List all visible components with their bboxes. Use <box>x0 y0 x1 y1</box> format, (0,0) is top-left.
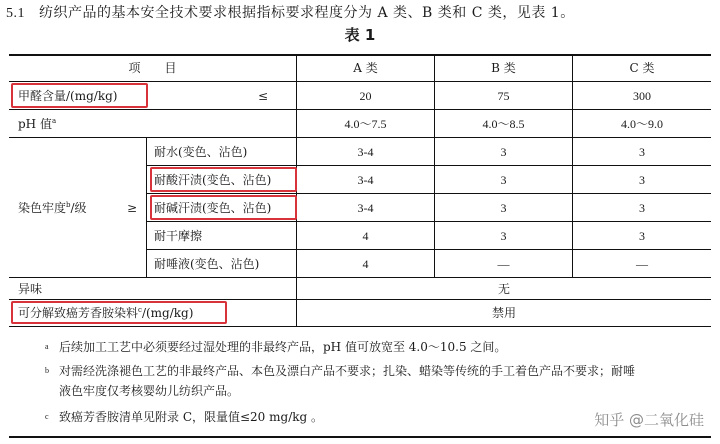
rule <box>146 137 147 277</box>
section-number: 5.1 <box>6 6 25 21</box>
footnote-text: 后续加工工艺中必须要经过湿处理的非最终产品，pH 值可放宽至 4.0～10.5 之间。 <box>59 340 507 354</box>
fastness-item-b: 3 <box>500 201 507 215</box>
rule <box>146 193 711 194</box>
fastness-item-b: — <box>497 257 510 271</box>
fastness-item-c: — <box>636 257 648 271</box>
safety-requirements-table <box>9 54 711 438</box>
formaldehyde-a: 20 <box>359 89 372 103</box>
alkali-sweat-highlight-box <box>150 195 297 220</box>
fastness-item-a: 3-4 <box>357 145 374 159</box>
fastness-item-name: 耐唾液(变色、沾色) <box>154 257 260 271</box>
fastness-item-b: 3 <box>500 173 507 187</box>
formaldehyde-label: 甲醛含量/(mg/kg) <box>18 89 118 103</box>
azo-dye-highlight-box <box>11 301 227 324</box>
fastness-item-c: 3 <box>639 229 645 243</box>
table-caption: 表 1 <box>344 26 376 44</box>
fastness-item-c: 3 <box>639 145 645 159</box>
rule <box>9 109 711 110</box>
fastness-item-b: 3 <box>500 229 507 243</box>
colorfastness-label: 染色牢度$^b$/级 <box>18 201 87 215</box>
footnote-text: 液色牢度仅考核婴幼儿纺织产品。 <box>59 384 240 398</box>
zhihu-watermark: 知乎 @二氧化硅 <box>594 411 704 429</box>
rule <box>9 137 711 138</box>
acid-sweat-highlight-box <box>150 167 297 192</box>
header-item: 项 目 <box>128 61 177 75</box>
footnote-text: 致癌芳香胺清单见附录 C，限量值≤20 mg/kg 。 <box>59 410 324 424</box>
header-class-b: B 类 <box>491 61 516 75</box>
formaldehyde-b: 75 <box>497 89 510 103</box>
fastness-item-a: 3-4 <box>357 173 374 187</box>
footnote-mark: a <box>45 342 49 351</box>
ph-a: 4.0～7.5 <box>344 117 387 131</box>
fastness-item-name: 耐水(变色、沾色) <box>154 145 248 159</box>
header-class-a: A 类 <box>353 61 378 75</box>
fastness-item-name: 耐酸汗渍(变色、沾色) <box>154 173 272 187</box>
ph-c: 4.0～9.0 <box>620 117 663 131</box>
rule <box>146 165 711 166</box>
fastness-item-a: 4 <box>362 257 369 271</box>
fastness-item-a: 4 <box>362 229 369 243</box>
ph-label: pH 值$^a$ <box>18 117 57 131</box>
rule <box>9 299 711 300</box>
intro-text: 纺织产品的基本安全技术要求根据指标要求程度分为 A 类、B 类和 C 类，见表 1。 <box>39 5 575 21</box>
rule <box>146 249 711 250</box>
rule <box>9 81 711 82</box>
rule <box>146 221 711 222</box>
footnote-mark: c <box>45 412 49 421</box>
formaldehyde-highlight-box <box>11 83 148 108</box>
formaldehyde-operator: ≤ <box>258 89 269 103</box>
intro-paragraph <box>6 2 575 22</box>
rule <box>9 277 711 278</box>
colorfastness-operator: ≥ <box>127 201 138 215</box>
fastness-item-c: 3 <box>639 173 645 187</box>
fastness-item-c: 3 <box>639 201 645 215</box>
odor-label: 异味 <box>18 282 43 296</box>
odor-value: 无 <box>497 282 510 296</box>
rule <box>9 326 711 327</box>
formaldehyde-c: 300 <box>633 89 651 103</box>
fastness-item-name: 耐碱汗渍(变色、沾色) <box>154 201 272 215</box>
fastness-item-b: 3 <box>500 145 507 159</box>
fastness-item-name: 耐干摩擦 <box>154 229 203 243</box>
azo-dye-value: 禁用 <box>491 306 516 320</box>
azo-dye-label: 可分解致癌芳香胺染料$^c$/(mg/kg) <box>18 306 194 320</box>
fastness-item-a: 3-4 <box>357 201 374 215</box>
header-class-c: C 类 <box>629 61 655 75</box>
footnote-mark: b <box>45 366 49 375</box>
ph-b: 4.0～8.5 <box>482 117 525 131</box>
footnote-text: 对需经洗涤褪色工艺的非最终产品、本色及漂白产品不要求；扎染、蜡染等传统的手工着色产品不要求；耐唾 <box>59 364 636 378</box>
